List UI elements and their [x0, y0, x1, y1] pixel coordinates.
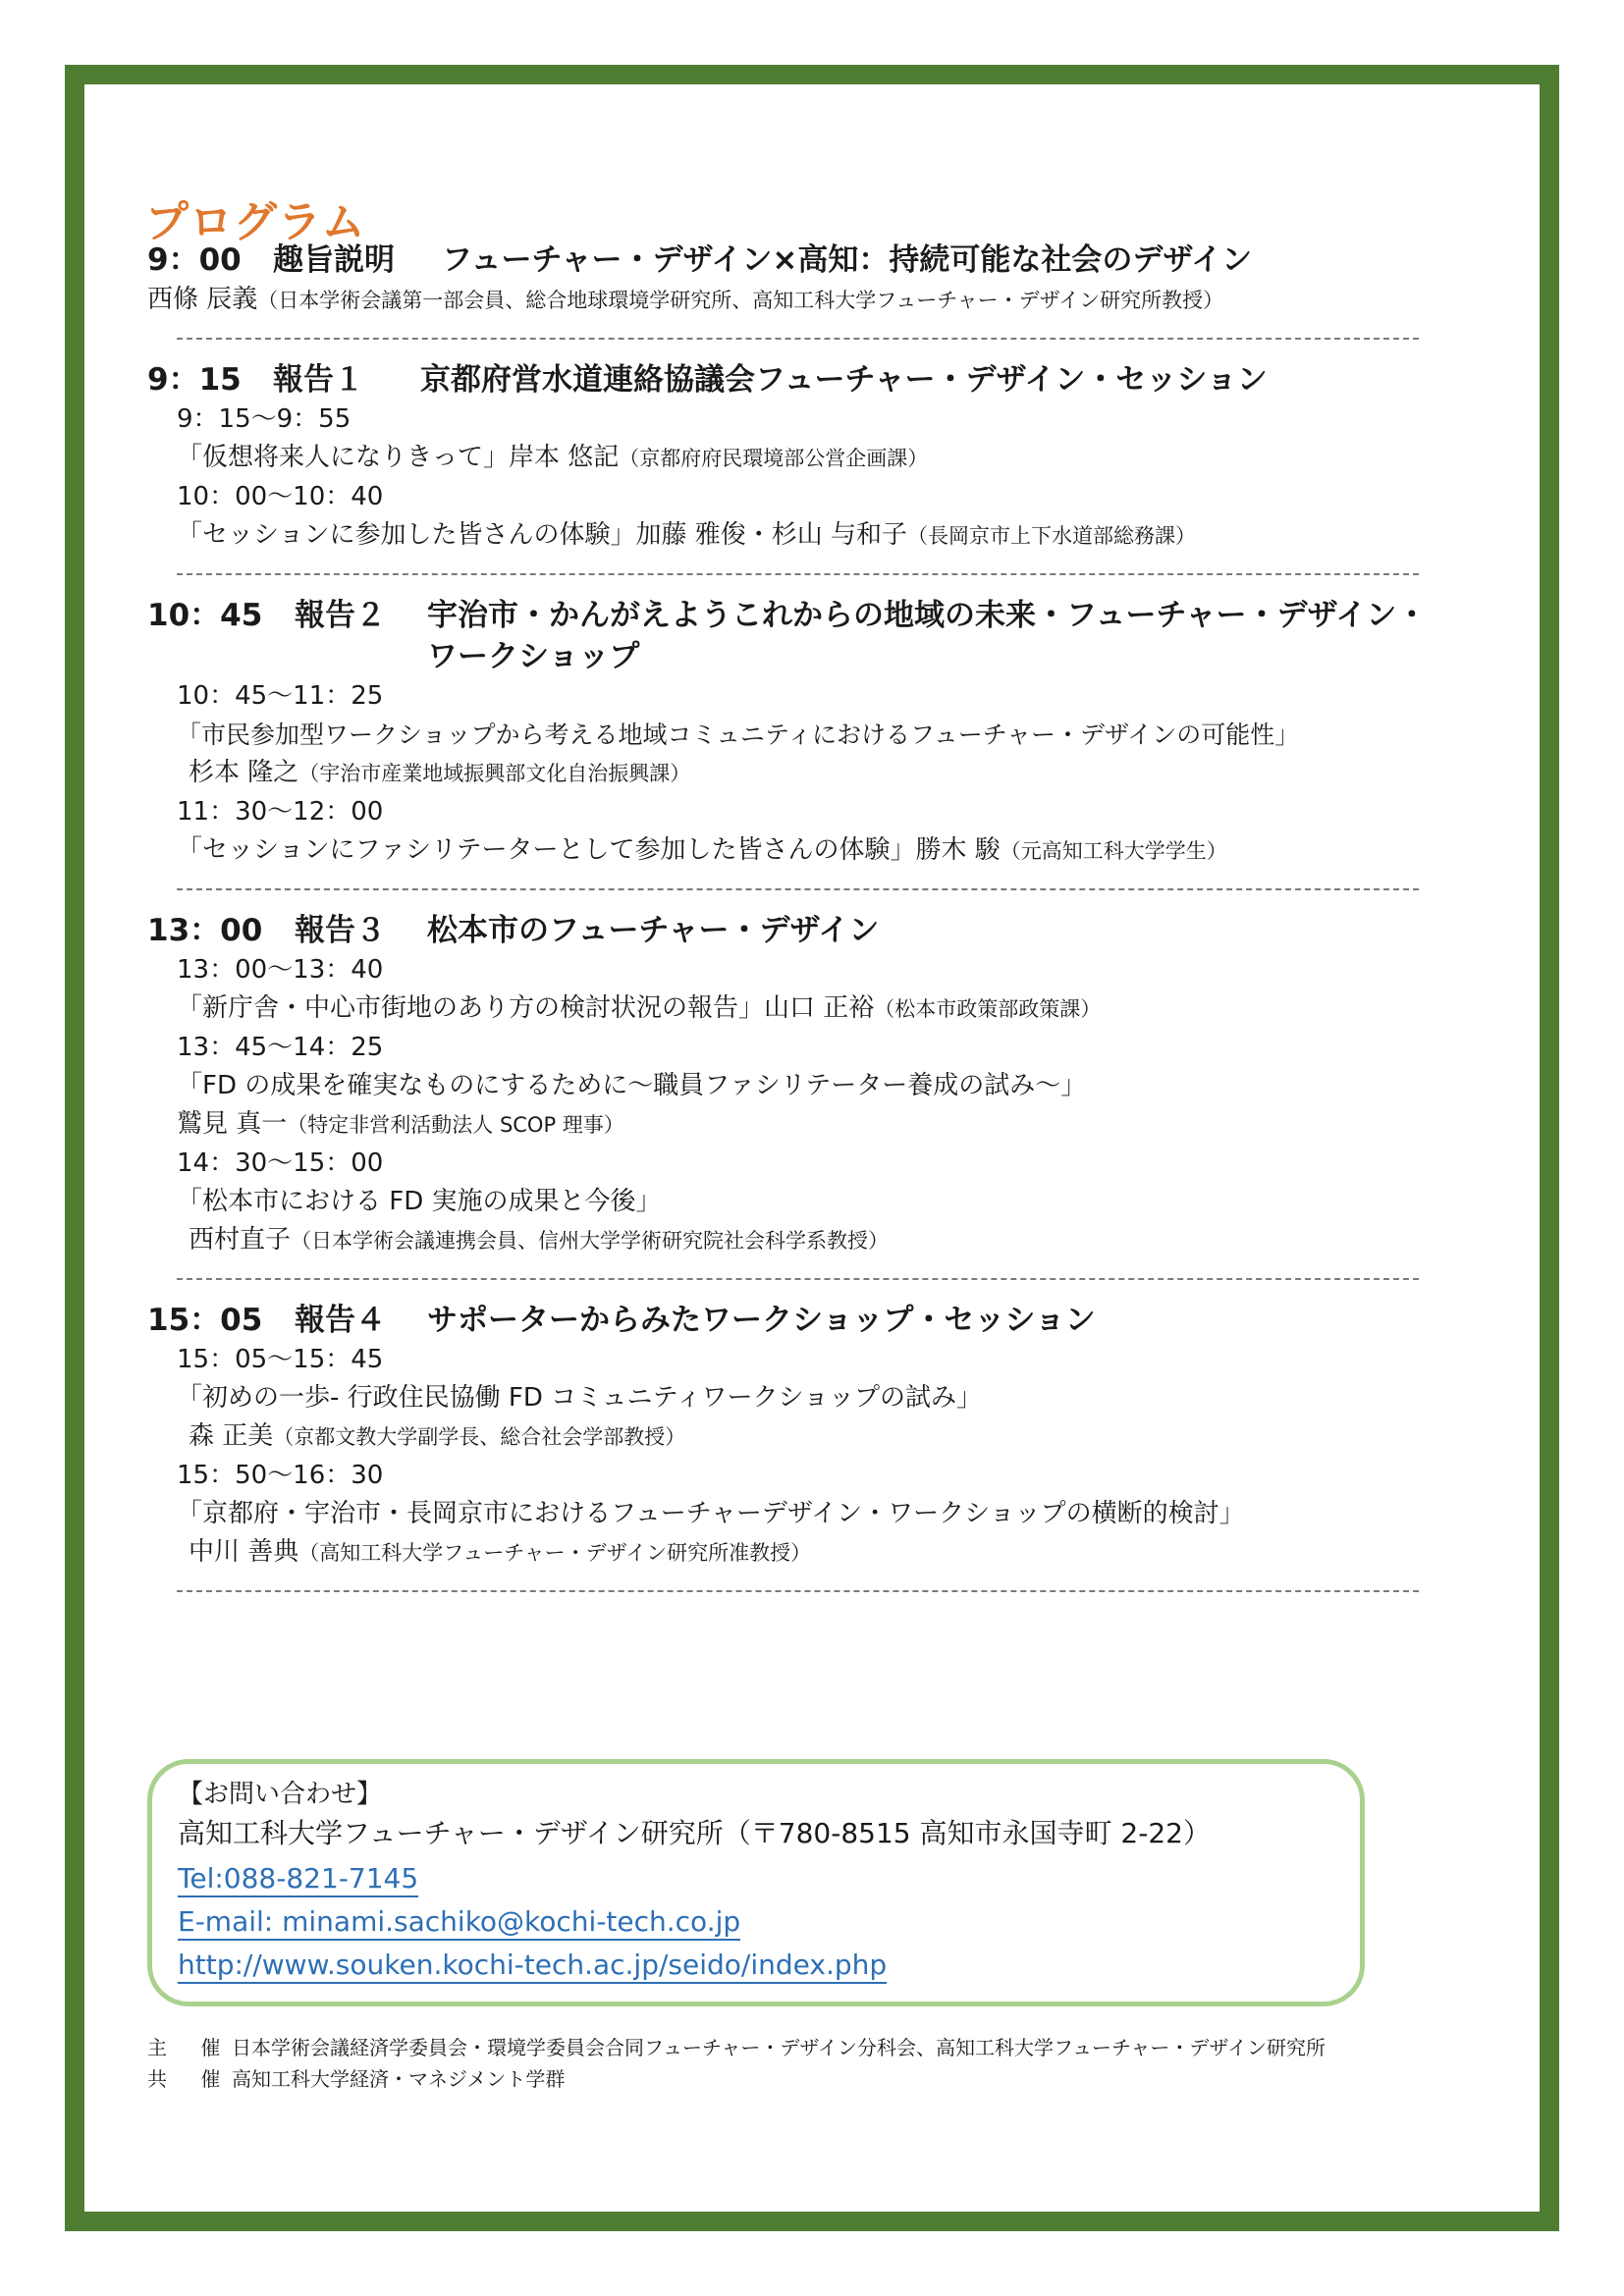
host-label: 主 催: [147, 2036, 235, 2059]
section-title: 京都府営水道連絡協議会フューチャー・デザイン・セッション: [420, 362, 1268, 398]
section-header: [147, 595, 1502, 677]
section-header: [147, 1300, 1502, 1341]
talk-line: [147, 989, 1502, 1029]
talk-title: 「FD の成果を確実なものにするために～職員ファシリテーター養成の試み～」: [177, 1071, 1087, 1100]
talk-time: 14：30～15：00: [177, 1148, 384, 1178]
speaker-name: 森 正美: [189, 1421, 274, 1451]
section-label: 報告１: [273, 362, 364, 398]
section-title: 松本市のフューチャー・デザイン: [427, 913, 880, 948]
section-header: [147, 240, 1502, 281]
section-report-2: [147, 595, 1502, 871]
speaker-name: 杉本 隆之: [189, 758, 299, 787]
speaker-line: [147, 754, 1502, 793]
section-time: 9：00: [147, 242, 242, 278]
section-title-line: 宇治市・かんがえようこれからの地域の未来・フューチャー・デザイン・: [427, 598, 1428, 633]
dashed-divider: [177, 1590, 1419, 1592]
section-time: 9：15: [147, 362, 242, 398]
talk-title: 「セッションに参加した皆さんの体験」: [177, 520, 636, 550]
speaker-affiliation: （特定非営利活動法人 SCOP 理事）: [287, 1113, 624, 1137]
speaker-line: [147, 1533, 1502, 1573]
speaker-name: 山口 正裕: [764, 993, 875, 1023]
host-line: [147, 2034, 1326, 2061]
dashed-divider: [177, 1278, 1419, 1280]
section-label: 趣旨説明: [273, 242, 395, 278]
host-text: 日本学術会議経済学委員会・環境学委員会合同フューチャー・デザイン分科会、高知工科大学フューチャー・デザイン研究所: [232, 2036, 1326, 2059]
program-list: [147, 240, 1502, 1612]
section-time: 13：00: [147, 913, 263, 948]
dashed-divider: [177, 338, 1419, 340]
email-link[interactable]: E-mail: minami.sachiko@kochi-tech.co.jp: [178, 1905, 740, 1941]
section-title: サポーターからみたワークショップ・セッション: [427, 1303, 1096, 1338]
speaker-affiliation: （京都府府民環境部公営企画課）: [619, 447, 929, 470]
section-title: [427, 595, 1502, 677]
contact-box: [147, 1759, 1365, 2006]
dashed-divider: [177, 888, 1419, 890]
speaker-name: 加藤 雅俊・杉山 与和子: [635, 520, 908, 550]
website-link[interactable]: http://www.souken.kochi-tech.ac.jp/seido/index.php: [178, 1949, 887, 1984]
talk-time: 10：00～10：40: [177, 482, 384, 511]
speaker-line: [147, 1417, 1502, 1457]
talk-time: 15：50～16：30: [177, 1461, 384, 1490]
speaker-line: [147, 1105, 1502, 1145]
talk-time: 13：00～13：40: [177, 955, 384, 985]
section-intro: [147, 240, 1502, 320]
program-title: プログラム: [145, 197, 366, 247]
section-report-1: [147, 359, 1502, 556]
talk-title: 「松本市における FD 実施の成果と今後」: [177, 1187, 662, 1216]
cohost-text: 高知工科大学経済・マネジメント学群: [232, 2067, 566, 2091]
speaker-affiliation: （京都文教大学副学長、総合社会学部教授）: [273, 1425, 686, 1449]
talk-title: 「新庁舎・中心市街地のあり方の検討状況の報告」: [177, 993, 765, 1023]
speaker-name: 西條 辰義: [147, 285, 258, 314]
speaker-line: [147, 1221, 1502, 1260]
section-label: 報告２: [295, 598, 386, 633]
talk-time: 11：30～12：00: [177, 797, 384, 827]
tel-link[interactable]: Tel:088-821-7145: [178, 1862, 418, 1897]
talk-title: 「セッションにファシリテーターとして参加した皆さんの体験」: [177, 835, 916, 865]
talk-line: [147, 516, 1502, 556]
section-label: 報告４: [295, 1303, 386, 1338]
speaker-name: 岸本 悠記: [509, 443, 620, 472]
talk-title: 「仮想将来人になりきって」: [177, 443, 510, 472]
section-report-4: [147, 1300, 1502, 1573]
speaker-affiliation: （松本市政策部政策課）: [874, 997, 1102, 1021]
talk-title: 「京都府・宇治市・長岡京市におけるフューチャーデザイン・ワークショップの横断的検討」: [177, 1499, 1245, 1528]
section-title: フューチャー・デザイン×高知：持続可能な社会のデザイン: [442, 242, 1253, 278]
speaker-name: 勝木 駿: [915, 835, 1001, 865]
cohost-label: 共 催: [147, 2067, 235, 2091]
section-time: 10：45: [147, 598, 263, 633]
dashed-divider: [177, 573, 1419, 575]
section-header: [147, 359, 1502, 400]
talk-time: 10：45～11：25: [177, 681, 384, 711]
speaker-name: 中川 善典: [189, 1537, 299, 1567]
talk-line: [147, 831, 1502, 871]
section-label: 報告３: [295, 913, 386, 948]
speaker-affiliation: （日本学術会議第一部会員、総合地球環境学研究所、高知工科大学フューチャー・デザイン研究所教授）: [257, 289, 1224, 312]
talk-time: 15：05～15：45: [177, 1345, 384, 1374]
talk-time: 13：45～14：25: [177, 1033, 384, 1062]
contact-heading: 【お問い合わせ】: [178, 1780, 383, 1809]
talk-line: [147, 439, 1502, 478]
speaker-name: 西村直子: [189, 1225, 292, 1255]
speaker-name: 鷲見 真一: [177, 1109, 288, 1139]
speaker-affiliation: （高知工科大学フューチャー・デザイン研究所准教授）: [298, 1541, 812, 1565]
speaker-affiliation: （元高知工科大学学生）: [1000, 839, 1227, 863]
section-header: [147, 910, 1502, 951]
contact-address: 高知工科大学フューチャー・デザイン研究所（〒780-8515 高知市永国寺町 2-22）: [178, 1817, 1211, 1849]
talk-title: 「初めの一歩- 行政住民協働 FD コミュニティワークショップの試み」: [177, 1383, 983, 1413]
talk-title: 「市民参加型ワークショップから考える地域コミュニティにおけるフューチャー・デザインの可能性」: [177, 721, 1300, 749]
section-title-line: ワークショップ: [427, 639, 640, 674]
section-report-3: [147, 910, 1502, 1260]
talk-time: 9：15～9：55: [177, 404, 352, 434]
speaker-affiliation: （長岡京市上下水道部総務課）: [907, 524, 1197, 548]
speaker-affiliation: （宇治市産業地域振興部文化自治振興課）: [298, 762, 691, 785]
section-time: 15：05: [147, 1303, 263, 1338]
speaker-line: [147, 281, 1502, 320]
cohost-line: [147, 2065, 565, 2093]
speaker-affiliation: （日本学術会議連携会員、信州大学学術研究院社会科学系教授）: [291, 1229, 890, 1253]
